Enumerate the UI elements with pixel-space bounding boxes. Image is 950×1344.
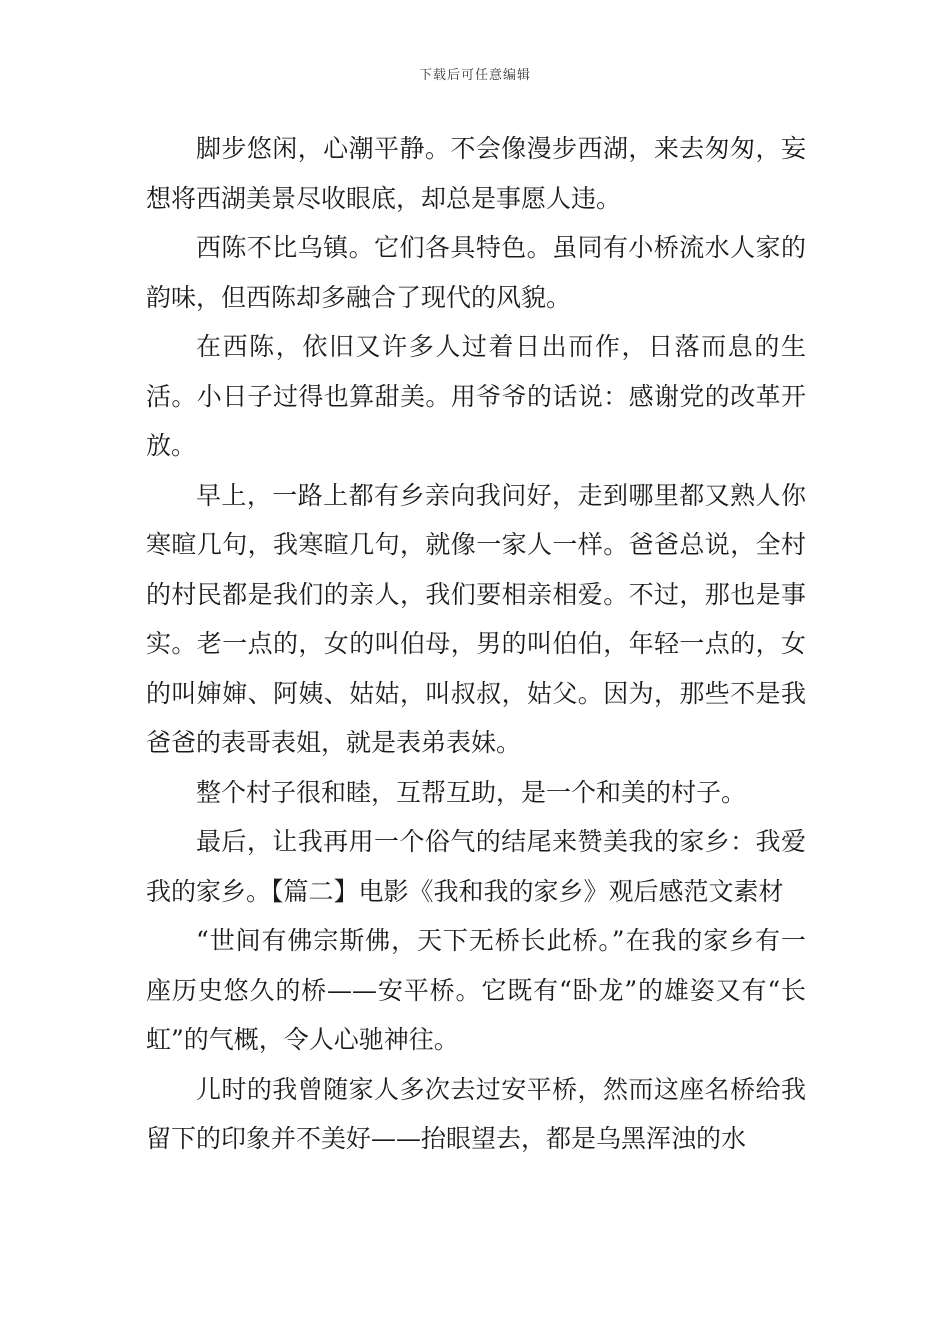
paragraph-4: 早上，一路上都有乡亲向我问好，走到哪里都又熟人你寒暄几句，我寒暄几句，就像一家人一样。爸爸总说，全村的村民都是我们的亲人，我们要相亲相爱。不过，那也是事实。老一点的，女的叫伯母，男的叫伯伯，年轻一点的，女的叫婶婶、阿姨、姑姑，叫叔叔，姑父。因为，那些不是我爸爸的表哥表姐，就是表弟表妹。 (146, 480, 806, 757)
page-header: 下载后可任意编辑 (418, 68, 531, 83)
paragraph-5: 整个村子很和睦，互帮互助，是一个和美的村子。 (196, 777, 747, 807)
paragraph-2: 西陈不比乌镇。它们各具特色。虽同有小桥流水人家的韵味，但西陈却多融合了现代的风貌。 (146, 233, 806, 312)
paragraph-7: “世间有佛宗斯佛，天下无桥长此桥。”在我的家乡有一座历史悠久的桥——安平桥。它既有“卧龙”的雄姿又有“长虹”的气概，令人心驰神往。 (146, 926, 806, 1054)
paragraph-3: 在西陈，依旧又许多人过着日出而作，日落而息的生活。小日子过得也算甜美。用爷爷的话说：感谢党的改革开放。 (146, 332, 806, 460)
paragraph-1: 脚步悠闲，心潮平静。不会像漫步西湖，来去匆匆，妄想将西湖美景尽收眼底，却总是事愿人违。 (146, 134, 806, 213)
document-body (146, 124, 806, 1164)
paragraph-6: 最后，让我再用一个俗气的结尾来赞美我的家乡：我爱我的家乡。【篇二】电影《我和我的家乡》观后感范文素材 (146, 827, 806, 906)
paragraph-8: 儿时的我曾随家人多次去过安平桥，然而这座名桥给我留下的印象并不美好——抬眼望去，都是乌黑浑浊的水 (146, 1074, 806, 1153)
